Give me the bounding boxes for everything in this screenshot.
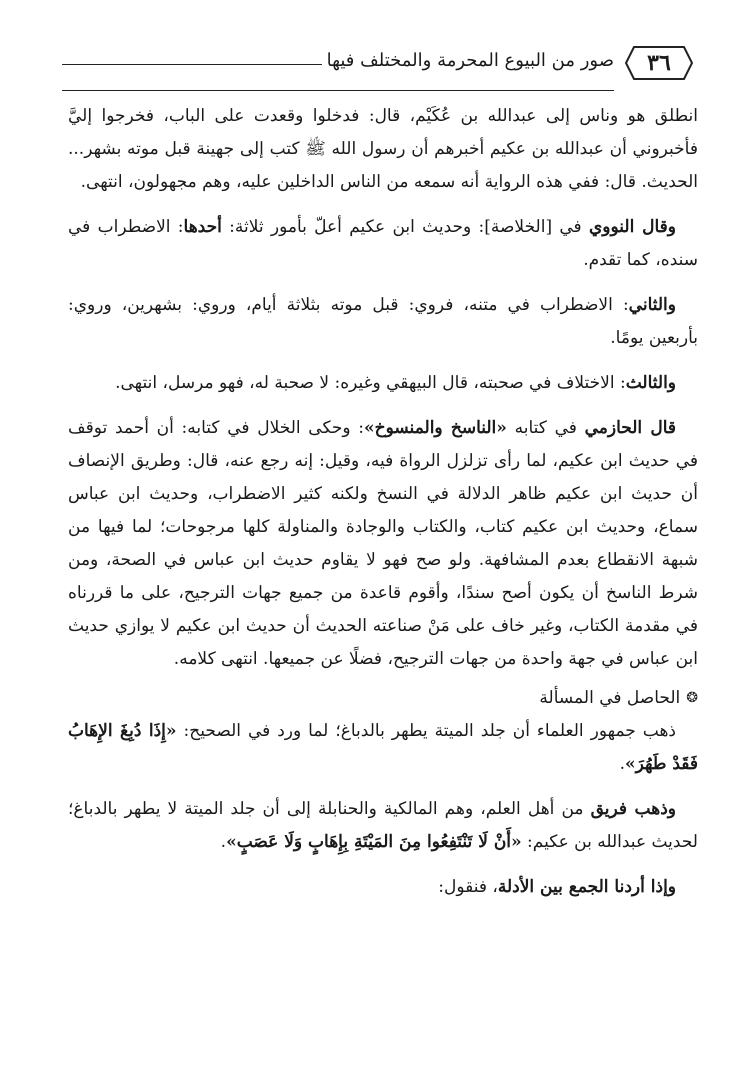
- hadith-quote: «أَنْ لَا تَنْتَفِعُوا مِنَ المَيْتَةِ بِإِهَابٍ وَلَا عَصَبٍ»: [226, 832, 522, 852]
- header-bottom-rule: [62, 90, 614, 91]
- paragraph-text: من أهل العلم، وهم المالكية والحنابلة إلى أن جلد الميتة لا يطهر بالدباغ؛ لحديث عبدالله بن عكيم:: [68, 799, 698, 852]
- paragraph-text: في كتابه: [506, 418, 585, 438]
- bold-lead: وإذا أردنا الجمع بين الأدلة: [497, 877, 676, 897]
- paragraph-text: : الاضطراب في سنده، كما تقدم.: [68, 217, 698, 270]
- paragraph-text: ، فنقول:: [438, 877, 498, 897]
- paragraph-text: في [الخلاصة]: وحديث ابن عكيم أعلّ بأمور ثلاثة:: [221, 217, 589, 237]
- page-body: [68, 100, 698, 904]
- running-title: صور من البيوع المحرمة والمختلف فيها: [326, 50, 614, 71]
- bold-lead: وقال النووي: [588, 217, 676, 237]
- paragraph: [68, 289, 698, 355]
- paragraph-text: .: [220, 832, 227, 852]
- paragraph: [68, 871, 698, 904]
- section-heading: [68, 682, 698, 715]
- bullet-ornament-icon: ❂: [686, 690, 698, 706]
- bold-lead: قال الحازمي: [584, 418, 677, 438]
- header-rule: [62, 64, 322, 65]
- paragraph: [68, 412, 698, 676]
- paragraph-text: .: [619, 754, 626, 774]
- paragraph: [68, 793, 698, 859]
- bold-term: أحدها: [183, 217, 222, 237]
- page-number-frame: [624, 44, 694, 82]
- page-number: ٣٦: [647, 50, 671, 76]
- paragraph: [68, 211, 698, 277]
- paragraph: [68, 715, 698, 781]
- hadith-quote: «إِذَا دُبِغَ الإِهَابُ فَقَدْ طَهُرَ»: [68, 721, 698, 774]
- paragraph: انطلق هو وناس إلى عبدالله بن عُكَيْم، قال: فدخلوا وقعدت على الباب، فخرجوا إليَّ فأخبروني أن عبدالله بن عكيم أخبرهم أن رسول الله ﷺ كتب إلى جهينة قبل موته بشهر... الحديث. قال: ففي هذه الرواية أنه سمعه من الناس الداخلين عليه، وهم مجهولون، انتهى.: [68, 106, 698, 192]
- section-heading-text: الحاصل في المسألة: [539, 688, 681, 708]
- paragraph-text: : الاختلاف في صحبته، قال البيهقي وغيره: لا صحبة له، فهو مرسل، انتهى.: [115, 373, 626, 393]
- book-title: «الناسخ والمنسوخ»: [364, 418, 507, 438]
- paragraph-text: : الاضطراب في متنه، فروي: قبل موته بثلاثة أيام، وروي: بشهرين، وروي: بأربعين يومًا.: [68, 295, 698, 348]
- paragraph: [68, 367, 698, 400]
- bold-lead: والثالث: [625, 373, 676, 393]
- paragraph-text: : وحكى الخلال في كتابه: أن أحمد توقف في حديث ابن عكيم، لما رأى تزلزل الرواة فيه، وقيل: إنه رجع عنه، قال: وطريق الإنصاف أن حديث ابن عكيم ظاهر الدلالة في النسخ ولكنه كثير الاضطراب، وحديث ابن عباس سماع، وحديث ابن عكيم كتاب، والكتاب والوجادة والمناولة كلها مرجوحات؛ لما فيها من شبهة الانقطاع بعدم المشافهة. ولو صح فهو لا يقاوم حديث ابن عباس في الصحة، ومن شرط الناسخ أن يكون أصح سندًا، وأقوم قاعدة من جميع جهات الترجيح، على ما قررناه في مقدمة الكتاب، وغير خاف على مَنْ صناعته الحديث أن حديث ابن عكيم لا يوازي حديث ابن عباس في جهة واحدة من جهات الترجيح، فضلًا عن جميعها. انتهى كلامه.: [68, 418, 698, 669]
- page-header: [54, 44, 694, 92]
- bold-lead: والثاني: [628, 295, 676, 315]
- bold-lead: وذهب فريق: [590, 799, 676, 819]
- paragraph-text: ذهب جمهور العلماء أن جلد الميتة يطهر بالدباغ؛ لما ورد في الصحيح:: [176, 721, 676, 741]
